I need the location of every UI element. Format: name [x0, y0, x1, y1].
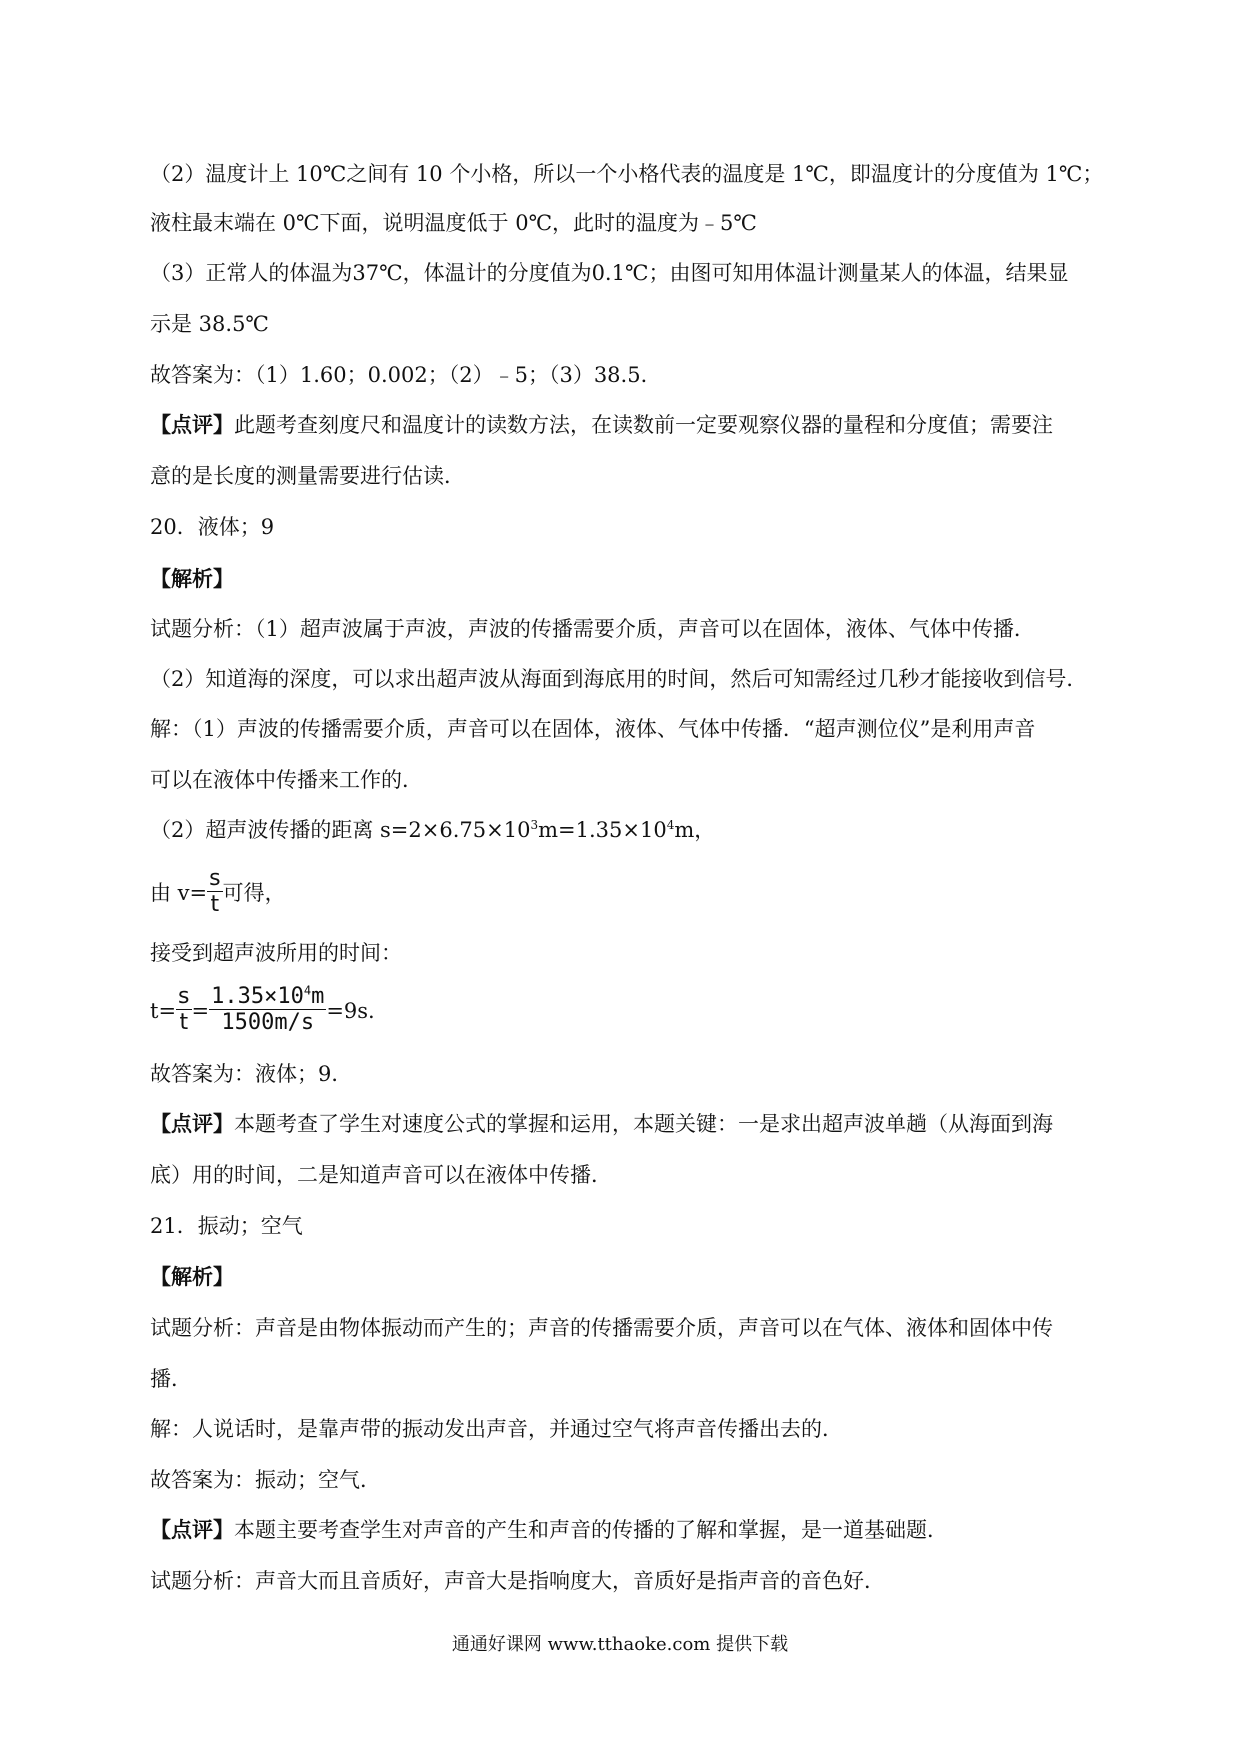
line-answer-20: 故答案为：液体；9．	[150, 1062, 353, 1086]
formula-v-den: t	[210, 892, 220, 917]
formula-v-num: s	[209, 866, 221, 891]
distance-prefix: （2）超声波传播的距离 s=2×6.75×10	[150, 818, 531, 842]
line-last: 试题分析：声音大而且音质好，声音大是指响度大，音质好是指声音的音色好．	[150, 1569, 885, 1593]
line-time: 接受到超声波所用的时间：	[150, 941, 402, 965]
formula-t-num2b: m	[311, 984, 325, 1009]
comment-label: 【点评】	[150, 412, 234, 437]
formula-t-num2	[209, 985, 326, 1010]
formula-v-prefix: 由 v=	[150, 881, 208, 905]
line-12: 解：（1）声波的传播需要介质，声音可以在固体，液体、气体中传播．“超声测位仪”是利用声音	[150, 717, 1036, 741]
line-10: 试题分析：（1）超声波属于声波，声波的传播需要介质，声音可以在固体，液体、气体中传播．	[150, 617, 1035, 641]
comment-text: 本题考查了学生对速度公式的掌握和运用，本题关键：一是求出超声波单趟（从海面到海	[234, 1112, 1053, 1136]
line-21: 21．振动；空气	[150, 1214, 303, 1238]
comment-label: 【点评】	[150, 1517, 234, 1542]
line-2: 液柱最末端在 0℃下面，说明温度低于 0℃，此时的温度为﹣5℃	[150, 211, 757, 235]
line-answer-21: 故答案为：振动；空气．	[150, 1468, 381, 1492]
distance-exp2: 4	[666, 818, 675, 832]
formula-t-num2a: 1.35×10	[211, 984, 304, 1009]
comment-1	[150, 410, 1053, 440]
line-11: （2）知道海的深度，可以求出超声波从海面到海底用的时间，然后可知需经过几秒才能接收到信号．	[150, 667, 1088, 691]
comment-text: 本题主要考查学生对声音的产生和声音的传播的了解和掌握，是一道基础题．	[234, 1518, 948, 1542]
distance-exp1: 3	[530, 818, 539, 832]
formula-t-den1: t	[179, 1010, 189, 1035]
line-13: 可以在液体中传播来工作的．	[150, 768, 423, 792]
formula-t-den2: 1500m/s	[221, 1010, 315, 1035]
line-4: 示是 38.5℃	[150, 312, 269, 336]
line-analysis-21: 试题分析：声音是由物体振动而产生的；声音的传播需要介质，声音可以在气体、液体和固体中传	[150, 1316, 1053, 1340]
formula-t-num1: s	[178, 984, 190, 1009]
distance-line	[150, 815, 715, 845]
comment-text: 此题考查刻度尺和温度计的读数方法，在读数前一定要观察仪器的量程和分度值；需要注	[234, 413, 1053, 437]
formula-v-suffix: 可得，	[222, 881, 286, 905]
analysis-heading-20: 【解析】	[150, 566, 234, 591]
formula-t-num2exp: 4	[303, 983, 312, 998]
formula-v-fraction	[207, 867, 222, 918]
formula-t	[150, 984, 375, 1038]
comment-3	[150, 1515, 948, 1545]
line-analysis-21-cont: 播．	[150, 1367, 192, 1391]
distance-suffix: m，	[674, 818, 716, 842]
line-comment2-cont: 底）用的时间，二是知道声音可以在液体中传播．	[150, 1163, 612, 1187]
distance-mid: m=1.35×10	[538, 818, 667, 842]
formula-t-suffix: =9s.	[326, 999, 375, 1023]
formula-t-eq: =	[191, 999, 210, 1023]
formula-t-prefix: t=	[150, 999, 177, 1023]
line-3: （3）正常人的体温为37℃，体温计的分度值为0.1℃；由图可知用体温计测量某人的体温，结果显	[150, 261, 1069, 285]
line-5: 故答案为：（1）1.60；0.002；（2）﹣5；（3）38.5．	[150, 363, 662, 387]
page-footer: 通通好课网 www.tthaoke.com 提供下载	[451, 1634, 789, 1655]
line-8: 20．液体；9	[150, 515, 275, 539]
comment-label: 【点评】	[150, 1111, 234, 1136]
formula-v	[150, 866, 286, 920]
line-solution-21: 解：人说话时，是靠声带的振动发出声音，并通过空气将声音传播出去的．	[150, 1417, 843, 1441]
line-1: （2）温度计上 10℃之间有 10 个小格，所以一个小格代表的温度是 1℃，即温度计的分度值为 1℃；	[150, 162, 1104, 186]
line-7: 意的是长度的测量需要进行估读．	[150, 464, 465, 488]
analysis-heading-21: 【解析】	[150, 1264, 234, 1289]
comment-2	[150, 1109, 1053, 1139]
formula-t-fraction1	[176, 985, 191, 1036]
formula-t-fraction2	[209, 985, 326, 1036]
